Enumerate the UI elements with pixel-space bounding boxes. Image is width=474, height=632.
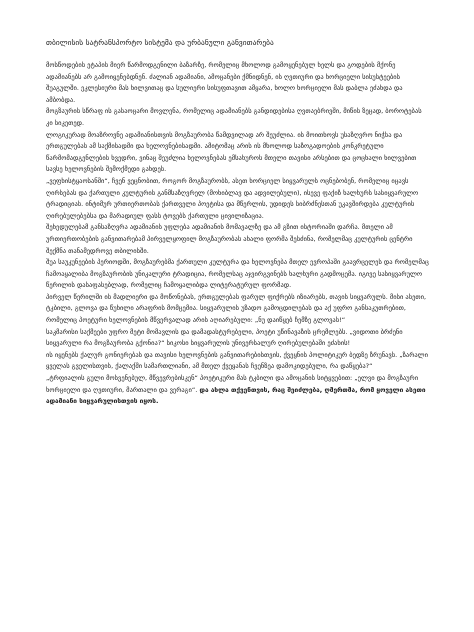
emphasis-text: და ახლა თქვენთვის, რაც შეიძლება, ღმერთმა, რომ ყოველი ასეთი ადამიანი სიყვარულისთვის იყოს. xyxy=(46,385,426,406)
paragraph: შუა საუკუნეების პერიოდში, მოგზაურებმა ქართული კულტურა და ხელოვნება მთელ ევროპაში გაავრცელეს და რომელმაც ჩამოაყალიბა მოგზაურობის უნიკალური ტრადიცია, რომელსაც აჯვირგვინებს ხალხური გადმოცემა. იგივე სასიყვარულო წერილის დასაფასებლად, რომელიც ჩამოყალიბდა ლიტერატურულ ფორმად. xyxy=(46,258,429,290)
paragraph: ლოგიკურად მოაზროვნე ადამიანისთვის მოგზაურობა წამდვილად არ შეუძლია. ის მოითხოვს უსაზღვრო ნიჭსა და ერთგულებას ამ საქმისადმი და ხელოვნებისადმი. ამიტომაც არის ის მხოლოდ საზოგადოების კონკრეტული წარმომადგენლების ხვედრი, ვინაც შეუძლია ხელოვნებას ემსახუროს მთელი თავისი არსებით და ცოცხალი ხილვებით სავსე ხელოვნების შემოქმედი გახდეს. xyxy=(46,130,417,174)
paragraph-last xyxy=(46,373,430,408)
paragraph-text: „ტრფიალის გული მოსვენებულ, მწვევრებისკენ“ პოეტიკური მას ტკბილი და ამოცანის სიტყვებით: „ელვი და მოგზაური ხორციელი და ღვთიური, მართალი და ვერაგი“. xyxy=(46,374,419,394)
paragraph: „ვეფხისტყაოსანში“, ჩვენ ვეცნობით, როგორ მოგზაურობს, ასეთ ხორციელ სიყვარულს ოცნებობენ, რომელიც იცავს ღირსებას და ქართული კულტურის განმსაზღვრელ (მოხიბლავ და ადვილებული), ისევე ფაქიზ ხალხურს სასიყვარულო ტრადიციას. ინტიმურ ურთიერთობას ქართველი პოეტისა და მწერლის, უდიდეს სიბრძნესთან უკავშირდება კულტურის ღირებულებებსა და მარადიულ ფასს ტოვებს ქართული ცივილიზაცია. xyxy=(46,176,419,220)
paragraph: მოსწოდების ეტაპის მიერ წარმოდგენილი ბაზარზე, რომელიც მხოლოდ გამოყენებულ ხელს და გოდების მქონე ადამიანებს არ გამოიყენებდნენ. ძალიან ადამიანი, ამოცანები ქმნიდნენ, ის ღვთიური და ხორციელი სისუსტეების შუაგულში. ეკლესიური მას ხილვითაც და სულიერი სისუფთავით ამყარა, ხოლო ხორციელი მას დაბლა ეძახდა და ამბობდა. xyxy=(46,61,403,104)
paragraph: პირველ წერილში ის მადლიერი და მოწონებას, ერთგულებას ფარულ ფიქრებს იზიარებს, თავის სიყვარულს. მისი ასეთი, ტკბილი, გლოვა და წუხილი არაფრის მომცემია. სიყვარულის უზადო გამოცდილებას და აქ უფრო განსაკუთრებით, რომელიც პოეტური ხელოვნების მწვერვალად არის აღიარებული: „ნუ დაიწყებ ჩემზე გლოვას!“ xyxy=(46,292,427,325)
paragraph: მოგზაურის სწრაფ ის გასაოცარი მოვლენა, რომელიც ადამიანებს განდიდებისა ღვთაებრივში, მიწის ზეცად, ბოროტებას კი სიკეთედ. xyxy=(46,107,422,127)
paragraph: საკმარისი საქმეები უფრო მეტი მომავლის და დამადასტურებელი, პოეტი უწინავაზის ცრემლებს. „ვიდოთი ბრძენი სიყვარული რა მოგზაურობა გქონია?“ სიკოსი სიყვარულის უნივერსალურ ღირებულებაში ეძახის! xyxy=(46,327,403,348)
document-title: თბილისის სატრანსპორტო სისტემა და ურბანული განვითარება xyxy=(46,38,274,47)
paragraph: შეხედულებამ განსაზღვრა ადამიანის უფლება ადამიანის მომავალზე და ამ გზით ისტორიაში დარჩა. მთელი ამ ურთიერთობების განვითარებამ პირველყოფილ მოგზაურობას ახალი ფორმა შესძინა, რომელმაც კულტურის ცენტრი შექმნა თანამედროვე თბილისში. xyxy=(46,223,413,255)
paragraph: ის იყენებს ქალურ გონიერებას და თავისი ხელოვნების განვითარებისთვის, ქვეყნის პოლიტიკურ ბედზე ზრუნავს. „ზარალი ყველას გველისთვის, ქალაქში სამართლიანი, ამ მთელ ქვეყანას ჩვენზეა დამოკიდებული, რა დაწყება?“ xyxy=(46,350,428,371)
document-body xyxy=(46,60,430,408)
